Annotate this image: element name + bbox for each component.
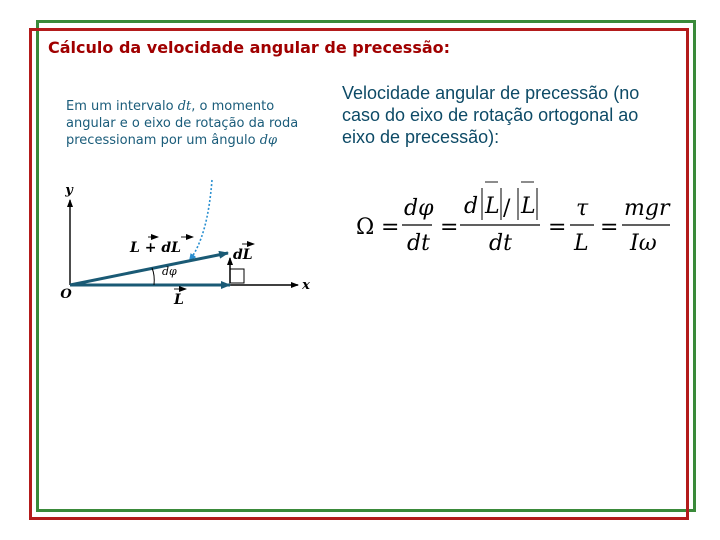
formula-eq4: = xyxy=(600,215,619,240)
label-dphi: dφ xyxy=(162,265,177,278)
formula-d-numerator: d xyxy=(464,194,479,219)
angle-arc xyxy=(152,268,154,285)
formula-dt-2: dt xyxy=(489,231,512,256)
formula-eq1: = xyxy=(381,215,400,240)
formula-eq3: = xyxy=(548,215,567,240)
left-description xyxy=(66,98,326,149)
left-text-dphi: dφ xyxy=(259,133,278,148)
precession-curve xyxy=(190,180,212,260)
axis-y-label: y xyxy=(65,183,73,198)
label-L: L xyxy=(174,292,184,308)
formula-dphi-phi: φ xyxy=(418,196,434,221)
label-dL: dL xyxy=(233,247,253,263)
label-L-plus-dL: L + dL xyxy=(130,240,181,256)
right-angle-marker xyxy=(230,269,244,283)
precession-vector-diagram xyxy=(52,178,322,313)
formula-tau: τ xyxy=(576,196,589,221)
axis-x-label: x xyxy=(302,278,310,293)
formula-dt-1: dt xyxy=(407,231,430,256)
vector-L-plus-dL xyxy=(70,253,228,285)
right-description: Velocidade angular de precessão (no caso do eixo de rotação ortogonal ao eixo de precessão): xyxy=(342,83,640,147)
formula-L-den: L xyxy=(521,194,536,219)
left-text-part1: Em um intervalo xyxy=(66,99,178,114)
formula-slash: / xyxy=(503,196,511,221)
formula-omega: Ω xyxy=(356,215,375,240)
formula-mgr: mgr xyxy=(624,196,670,221)
slide-title: Cálculo da velocidade angular de precessão: xyxy=(48,38,451,57)
origin-label: O xyxy=(60,287,72,302)
formula-I-omega: Iω xyxy=(630,231,657,256)
precession-formula xyxy=(340,170,680,260)
formula-dphi xyxy=(404,196,434,221)
formula-L-3: L xyxy=(574,231,589,256)
formula-eq2: = xyxy=(440,215,459,240)
left-text-dt: dt xyxy=(177,99,192,114)
formula-L-num: L xyxy=(485,194,500,219)
formula-dphi-d: d xyxy=(404,196,419,221)
left-text-part2: , o momento angular e o eixo de rotação da roda precessionam por um ângulo xyxy=(66,99,299,148)
